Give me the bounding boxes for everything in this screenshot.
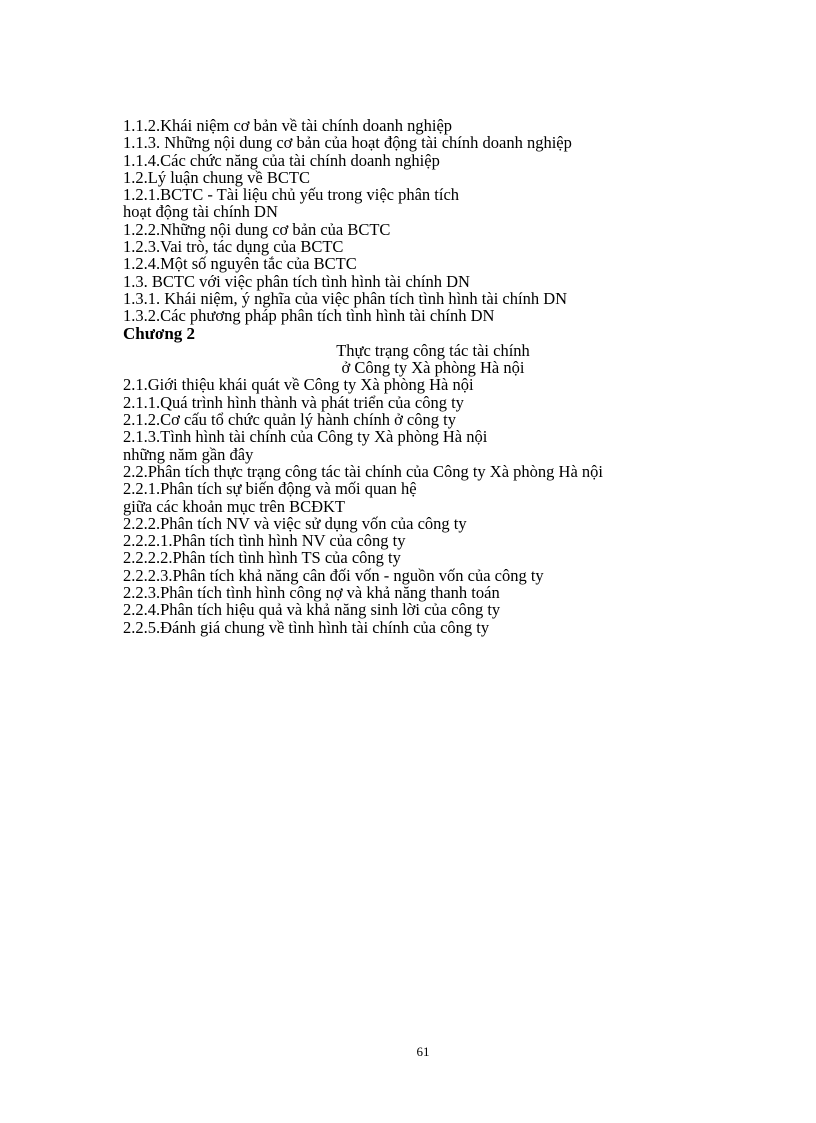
- toc-entry: 2.2.2.Phân tích NV và việc sử dụng vốn của công ty: [123, 513, 467, 533]
- page-number: 61: [416, 1044, 430, 1059]
- toc-entry: 1.3.2.Các phương pháp phân tích tình hình tài chính DN: [123, 306, 495, 326]
- chapter-title: ở Công ty Xà phòng Hà nội: [341, 358, 525, 378]
- toc-entry: 2.2.2.2.Phân tích tình hình TS của công ty: [123, 548, 401, 568]
- toc-entry: 2.1.3.Tình hình tài chính của Công ty Xà phòng Hà nội: [123, 427, 488, 447]
- toc-entry: hoạt động tài chính DN: [123, 202, 278, 222]
- toc-entry: những năm gần đây: [123, 444, 254, 464]
- toc-entry: 1.1.4.Các chức năng của tài chính doanh nghiệp: [123, 150, 440, 170]
- toc-entry: giữa các khoản mục trên BCĐKT: [123, 496, 346, 516]
- toc-entry: 2.2.1.Phân tích sự biến động và mối quan hệ: [123, 479, 417, 499]
- toc-entry: 1.2.2.Những nội dung cơ bản của BCTC: [123, 219, 391, 239]
- toc-entry: 2.2.Phân tích thực trạng công tác tài chính của Công ty Xà phòng Hà nội: [123, 461, 603, 481]
- toc-entry: 2.2.5.Đánh giá chung về tình hình tài chính của công ty: [123, 617, 490, 637]
- toc-entry: 1.2.4.Một số nguyên tắc của BCTC: [123, 254, 357, 274]
- toc-entry: 1.2.1.BCTC - Tài liệu chủ yếu trong việc phân tích: [123, 185, 460, 205]
- toc-entry: 1.2.Lý luận chung về BCTC: [123, 167, 310, 187]
- toc-entry: 1.1.3. Những nội dung cơ bản của hoạt động tài chính doanh nghiệp: [123, 133, 572, 153]
- toc-entry: 2.2.2.1.Phân tích tình hình NV của công ty: [123, 531, 406, 551]
- chapter-title: Thực trạng công tác tài chính: [336, 340, 530, 360]
- toc-entry: 2.1.Giới thiệu khái quát về Công ty Xà phòng Hà nội: [123, 375, 474, 395]
- toc-entry: 1.2.3.Vai trò, tác dụng của BCTC: [123, 237, 344, 257]
- table-of-contents: [123, 117, 703, 636]
- toc-entry: 2.2.2.3.Phân tích khả năng cân đối vốn - nguồn vốn của công ty: [123, 565, 544, 585]
- toc-entry: 1.3.1. Khái niệm, ý nghĩa của việc phân tích tình hình tài chính DN: [123, 288, 568, 308]
- toc-entry: 1.3. BCTC với việc phân tích tình hình tài chính DN: [123, 271, 470, 291]
- toc-entry: 2.1.1.Quá trình hình thành và phát triển của công ty: [123, 392, 464, 412]
- toc-entry: 2.2.4.Phân tích hiệu quả và khả năng sinh lời của công ty: [123, 600, 501, 620]
- toc-entry: 2.1.2.Cơ cấu tổ chức quản lý hành chính ở công ty: [123, 410, 456, 430]
- chapter-heading: Chương 2: [123, 323, 196, 343]
- toc-entry: 1.1.2.Khái niệm cơ bản về tài chính doanh nghiệp: [123, 116, 453, 135]
- toc-entry: 2.2.3.Phân tích tình hình công nợ và khả năng thanh toán: [123, 583, 500, 603]
